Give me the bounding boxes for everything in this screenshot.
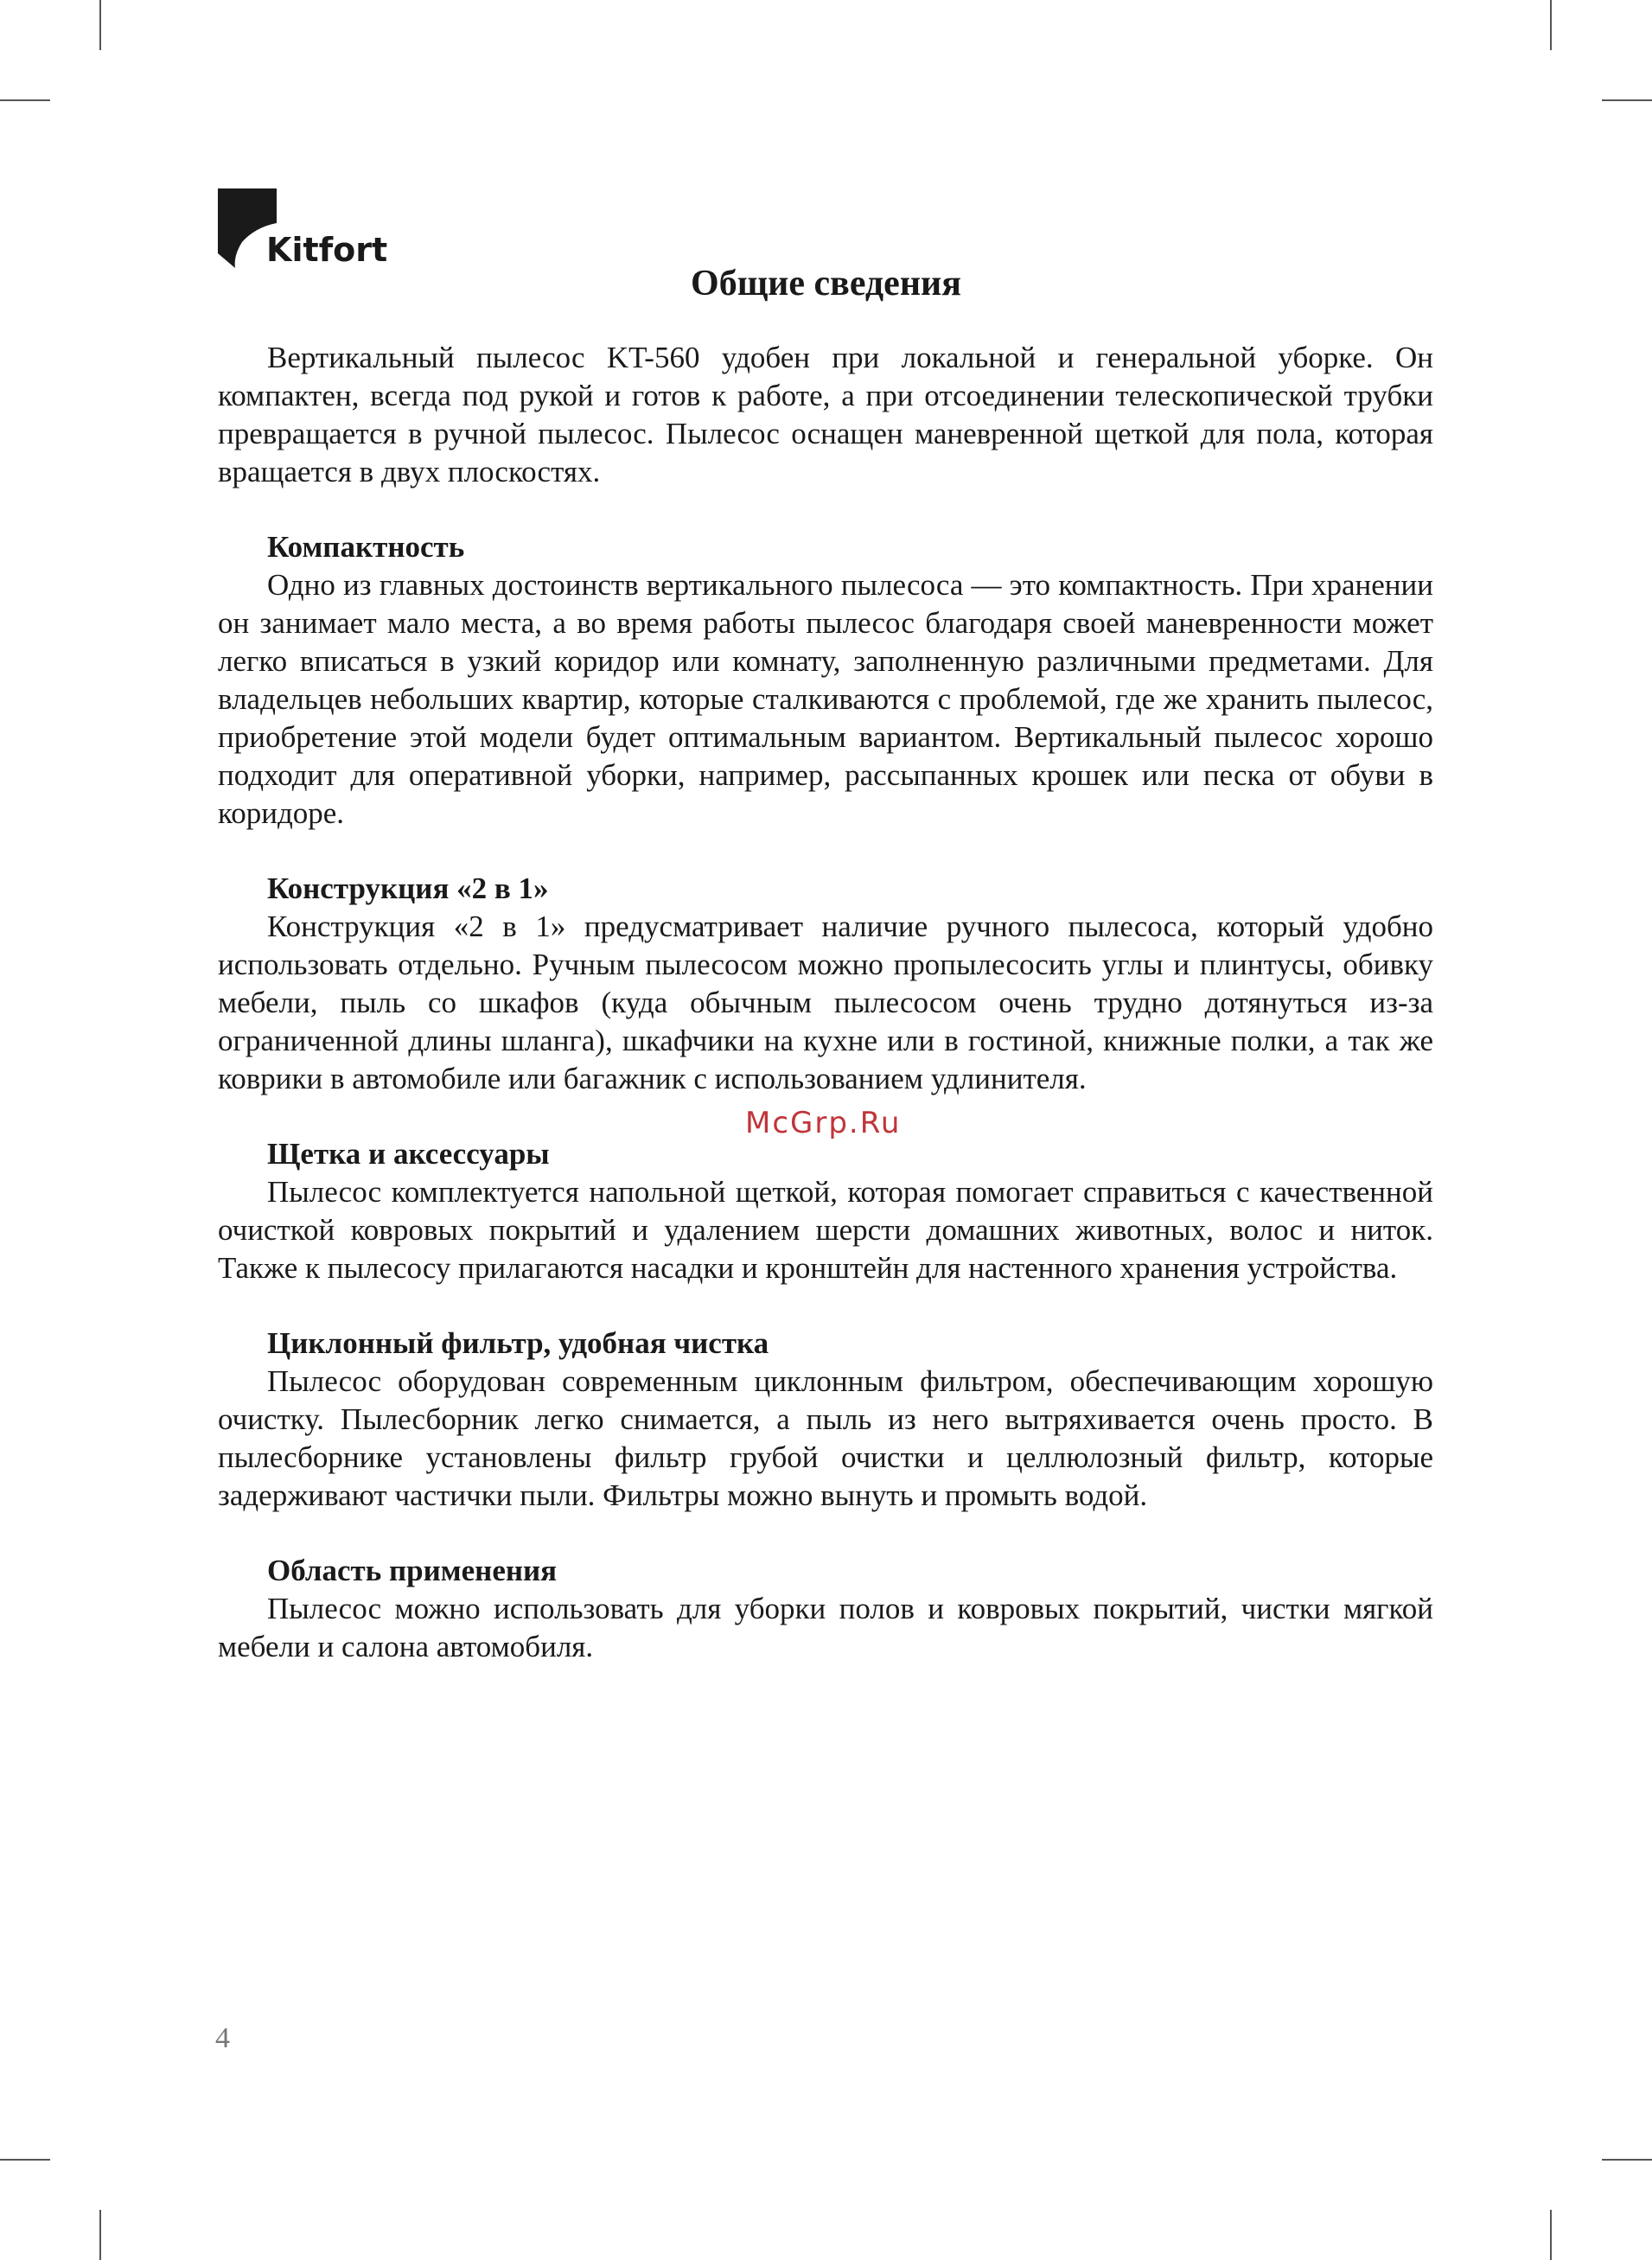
crop-mark-top-right-horizontal: [1602, 99, 1652, 101]
section-paragraph: Пылесос комплектуется напольной щеткой, которая помогает справиться с качественной очисткой ковровых покрытий и удалением шерсти домашних животных, волос и ниток. Также к пылесосу прилагаются насадки и кронштейн для настенного хранения устройства.: [218, 1175, 1433, 1285]
page-title: Общие сведения: [691, 264, 961, 303]
crop-mark-bottom-right-vertical: [1550, 2210, 1552, 2260]
logo-text: Kitfort: [266, 231, 388, 269]
watermark: McGrp.Ru: [745, 1106, 902, 1140]
page-number: 4: [215, 2022, 230, 2054]
section-2in1: [218, 870, 1433, 1098]
section-heading: Циклонный фильтр, удобная чистка: [267, 1326, 769, 1360]
section-heading: Конструкция «2 в 1»: [267, 871, 549, 905]
section-cyclone-filter: [218, 1325, 1433, 1515]
crop-mark-bottom-left-vertical: [99, 2210, 101, 2260]
section-paragraph: Конструкция «2 в 1» предусматривает наличие ручного пылесоса, который удобно использовать отдельно. Ручным пылесосом можно пропылесосить углы и плинтусы, обивку мебели, пыль со шкафов (куда обычным пылесосом очень трудно дотянуться из-за ограниченной длины шланга), шкафчики на кухне или в гостиной, книжные полки, а так же коврики в автомобиле или багажник с использованием удлинителя.: [218, 910, 1433, 1095]
crop-mark-top-left-horizontal: [0, 99, 50, 101]
section-paragraph: Одно из главных достоинств вертикального пылесоса — это компактность. При хранении он занимает мало места, а во время работы пылесос благодаря своей маневренности может легко вписаться в узкий коридор или комнату, заполненную различными предметами. Для владельцев небольших квартир, которые сталкиваются с проблемой, где же хранить пылесос, приобретение этой модели будет оптимальным вариантом. Вертикальный пылесос хорошо подходит для оперативной уборки, например, рассыпанных крошек или песка от обуви в коридоре.: [218, 568, 1433, 830]
crop-mark-bottom-right-horizontal: [1602, 2159, 1652, 2161]
crop-mark-top-right-vertical: [1550, 0, 1552, 50]
section-usage: [218, 1552, 1433, 1666]
crop-mark-top-left-vertical: [99, 0, 101, 50]
section-brush-accessories: [218, 1135, 1433, 1287]
crop-mark-bottom-left-horizontal: [0, 2159, 50, 2161]
section-paragraph: Пылесос оборудован современным циклонным фильтром, обеспечивающим хорошую очистку. Пылесборник легко снимается, а пыль из него вытряхивается очень просто. В пылесборнике установлены фильтр грубой очистки и целлюлозный фильтр, которые задерживают частички пыли. Фильтры можно вынуть и промыть водой.: [218, 1364, 1433, 1512]
document-body: [218, 339, 1433, 1666]
section-heading: Компактность: [267, 530, 465, 564]
intro-paragraph: Вертикальный пылесос KT-560 удобен при локальной и генеральной уборке. Он компактен, всегда под рукой и готов к работе, а при отсоединении телескопической трубки превращается в ручной пылесос. Пылесос оснащен маневренной щеткой для пола, которая вращается в двух плоскостях.: [218, 341, 1433, 488]
section-paragraph: Пылесос можно использовать для уборки полов и ковровых покрытий, чистки мягкой мебели и салона автомобиля.: [218, 1592, 1433, 1663]
section-heading: Щетка и аксессуары: [267, 1137, 550, 1171]
section-compactness: [218, 528, 1433, 833]
section-heading: Область применения: [267, 1554, 558, 1587]
